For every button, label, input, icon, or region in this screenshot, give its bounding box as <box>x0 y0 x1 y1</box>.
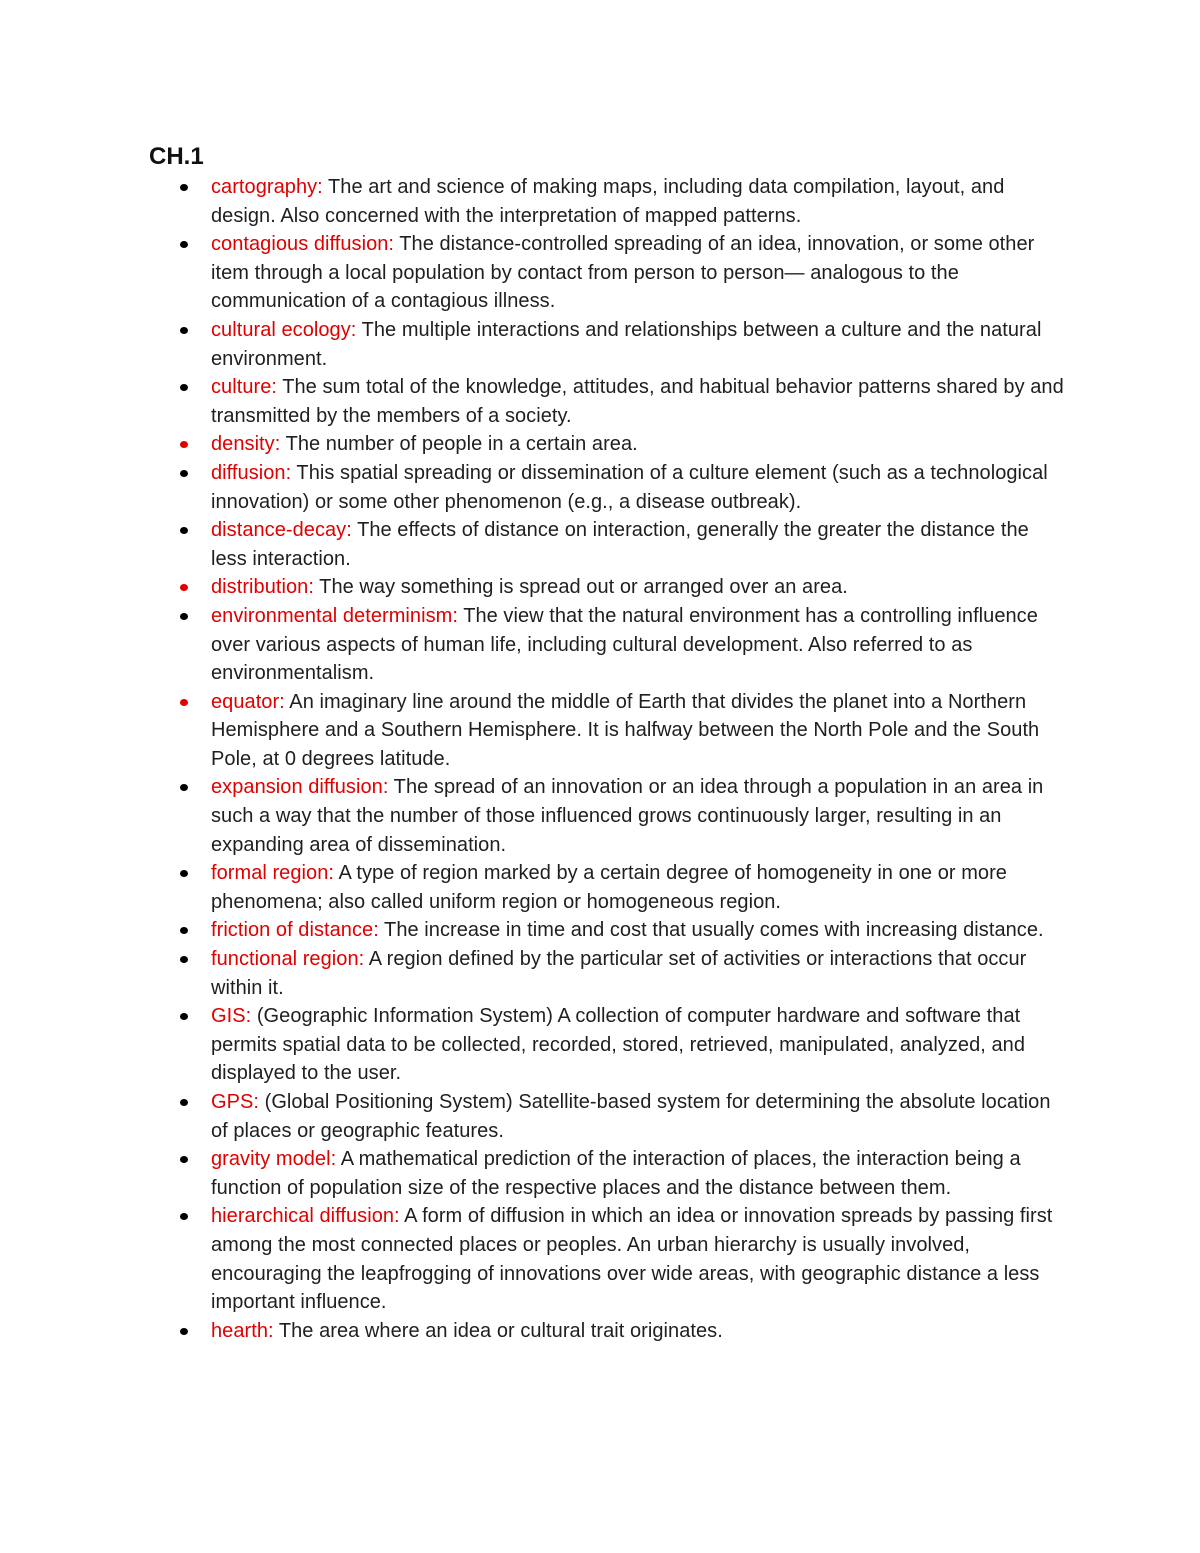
term-name: friction of distance: <box>211 919 379 942</box>
term-definition: The sum total of the knowledge, attitudes, and habitual behavior patterns shared by and transmitted by the members of a society. <box>211 376 1064 427</box>
bullet-icon <box>180 1156 188 1163</box>
term-name: functional region: <box>211 948 365 971</box>
term-name: distribution: <box>211 576 314 599</box>
glossary-item <box>180 173 1070 230</box>
glossary-item <box>180 573 1070 602</box>
glossary-item <box>180 773 1070 859</box>
term-name: density: <box>211 433 281 456</box>
bullet-icon <box>180 870 188 877</box>
glossary-item <box>180 1317 1070 1346</box>
bullet-icon <box>180 441 188 448</box>
glossary-item <box>180 1145 1070 1202</box>
term-definition: The art and science of making maps, including data compilation, layout, and design. Also concerned with the interpretation of mapped patterns. <box>211 176 1005 227</box>
bullet-icon <box>180 584 188 591</box>
term-name: cultural ecology: <box>211 318 357 341</box>
term-name: expansion diffusion: <box>211 776 389 799</box>
bullet-icon <box>180 327 188 334</box>
term-name: hierarchical diffusion: <box>211 1205 400 1228</box>
bullet-icon <box>180 470 188 477</box>
term-definition: The spread of an innovation or an idea through a population in an area in such a way that the number of those influenced grows continuously larger, resulting in an expanding area of dissemination. <box>211 776 1044 856</box>
glossary-item <box>180 1002 1070 1088</box>
bullet-icon <box>180 784 188 791</box>
bullet-icon <box>180 184 188 191</box>
bullet-icon <box>180 241 188 248</box>
term-definition: The distance-controlled spreading of an idea, innovation, or some other item through a local population by contact from person to person— analogous to the communication of a contagious illness. <box>211 233 1035 313</box>
term-name: gravity model: <box>211 1148 337 1171</box>
term-definition: A region defined by the particular set of activities or interactions that occur within it. <box>211 948 1027 999</box>
term-name: distance-decay: <box>211 519 352 542</box>
term-definition: The view that the natural environment has a controlling influence over various aspects of human life, including cultural development. Also referred to as environmentalism. <box>211 604 1038 685</box>
term-definition: The area where an idea or cultural trait originates. <box>273 1319 723 1342</box>
glossary-item <box>180 945 1070 1002</box>
glossary-item <box>180 459 1070 516</box>
bullet-icon <box>180 1013 188 1020</box>
glossary-item <box>180 373 1070 430</box>
term-definition: The way something is spread out or arranged over an area. <box>313 576 848 599</box>
term-name: cartography: <box>211 176 323 198</box>
chapter-heading: CH.1 <box>149 143 204 170</box>
term-definition: The increase in time and cost that usually comes with increasing distance. <box>378 919 1044 942</box>
term-name: hearth: <box>211 1319 274 1342</box>
glossary-item <box>180 688 1070 774</box>
bullet-icon <box>180 1328 188 1335</box>
term-definition: The number of people in a certain area. <box>280 433 638 456</box>
glossary-item <box>180 916 1070 945</box>
bullet-icon <box>180 1213 188 1220</box>
term-definition: An imaginary line around the middle of Earth that divides the planet into a Northern Hemisphere and a Southern Hemisphere. It is halfway between the North Pole and the South Pole, at 0 degrees latitude. <box>211 690 1040 770</box>
term-definition: (Global Positioning System) Satellite-based system for determining the absolute location of places or geographic features. <box>211 1091 1051 1142</box>
glossary-item <box>180 1202 1070 1316</box>
term-name: culture: <box>211 376 277 399</box>
bullet-icon <box>180 956 188 963</box>
glossary-item <box>180 1088 1070 1145</box>
bullet-icon <box>180 527 188 534</box>
term-definition: This spatial spreading or dissemination of a culture element (such as a technological innovation) or some other phenomenon (e.g., a disease outbreak). <box>211 461 1048 513</box>
term-name: equator: <box>211 690 285 713</box>
term-definition: A form of diffusion in which an idea or innovation spreads by passing first among the most connected places or peoples. An urban hierarchy is usually involved, encouraging the leapfrogging of innovations over wide areas, with geographic distance a less important influence. <box>211 1205 1053 1314</box>
glossary-item <box>180 516 1070 573</box>
glossary-item <box>180 602 1070 688</box>
term-definition: The effects of distance on interaction, generally the greater the distance the less interaction. <box>211 519 1029 570</box>
glossary-item <box>180 430 1070 459</box>
bullet-icon <box>180 613 188 620</box>
term-name: GPS: <box>211 1091 259 1113</box>
glossary-list <box>180 173 1070 1345</box>
bullet-icon <box>180 1099 188 1106</box>
bullet-icon <box>180 384 188 391</box>
term-name: formal region: <box>211 862 334 885</box>
term-definition: The multiple interactions and relationships between a culture and the natural environment. <box>211 318 1042 370</box>
bullet-icon <box>180 927 188 934</box>
term-definition: (Geographic Information System) A collection of computer hardware and software that permits spatial data to be collected, recorded, stored, retrieved, manipulated, analyzed, and displayed to the user. <box>211 1005 1026 1085</box>
bullet-icon <box>180 699 188 706</box>
term-definition: A mathematical prediction of the interaction of places, the interaction being a function of population size of the respective places and the distance between them. <box>211 1148 1021 1199</box>
term-definition: A type of region marked by a certain degree of homogeneity in one or more phenomena; also called uniform region or homogeneous region. <box>211 862 1007 913</box>
term-name: GIS: <box>211 1005 252 1028</box>
term-name: environmental determinism: <box>211 604 458 627</box>
glossary-item <box>180 230 1070 316</box>
glossary-item <box>180 316 1070 373</box>
term-name: diffusion: <box>211 461 292 484</box>
term-name: contagious diffusion: <box>211 233 395 256</box>
glossary-item <box>180 859 1070 916</box>
